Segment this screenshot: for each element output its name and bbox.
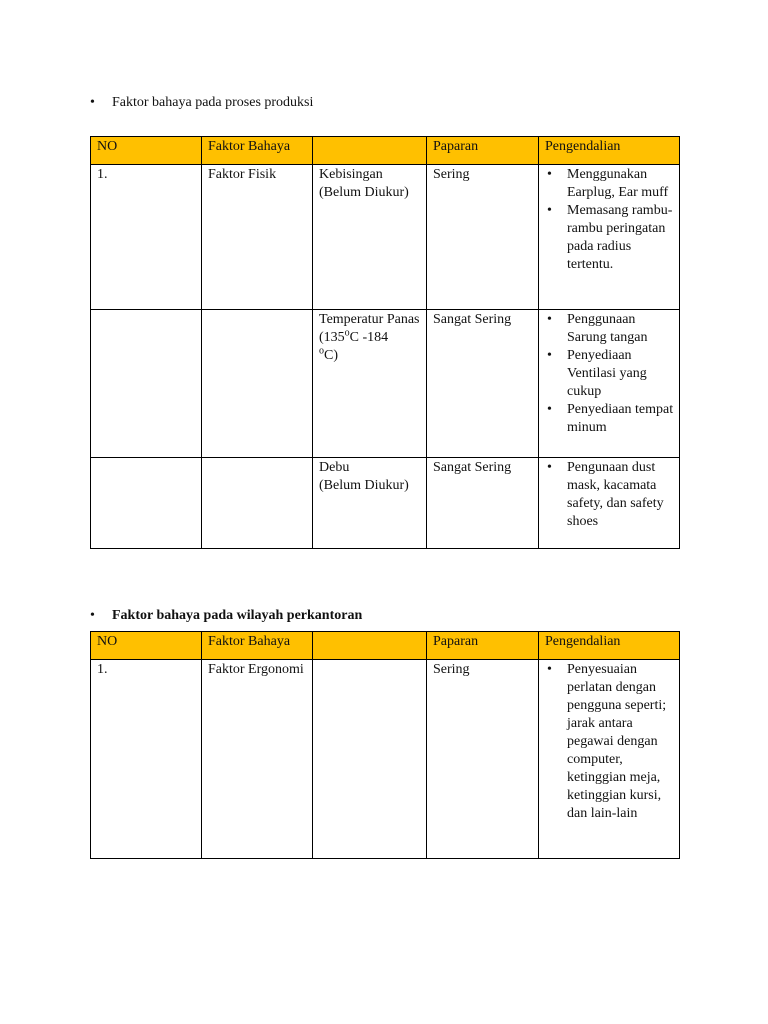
table-header-row — [91, 137, 680, 165]
control-list — [545, 166, 675, 274]
control-text: Pengunaan dust mask, kacamata safety, dan safety shoes — [567, 460, 664, 529]
column-header-faktor-bahaya: Faktor Bahaya — [202, 632, 313, 660]
control-text: Penyediaan tempat minum — [567, 402, 674, 435]
control-list — [545, 459, 675, 531]
table-header-row — [91, 632, 680, 660]
cell-detail — [313, 458, 427, 549]
detail-line: Debu — [319, 460, 350, 475]
list-item — [545, 166, 675, 202]
column-header-detail — [313, 137, 427, 165]
bullet-icon: • — [547, 167, 552, 182]
table-row — [91, 165, 680, 310]
detail-line: (Belum Diukur) — [319, 478, 409, 493]
temperature-range — [319, 329, 422, 365]
column-header-detail — [313, 632, 427, 660]
list-item — [545, 202, 675, 274]
cell-no — [91, 458, 202, 549]
degree-mark: o — [344, 327, 350, 339]
bullet-icon: • — [90, 95, 95, 110]
list-item — [545, 347, 675, 401]
list-item — [545, 661, 675, 823]
section-heading-produksi — [90, 94, 313, 112]
hazard-table-perkantoran — [90, 631, 680, 859]
cell-exposure: Sering — [427, 165, 539, 310]
bullet-icon: • — [547, 348, 552, 363]
bullet-icon: • — [90, 608, 95, 623]
cell-factor: Faktor Fisik — [202, 165, 313, 310]
cell-factor — [202, 458, 313, 549]
bullet-icon: • — [547, 203, 552, 218]
column-header-paparan: Paparan — [427, 632, 539, 660]
column-header-pengendalian: Pengendalian — [539, 137, 680, 165]
detail-line: Kebisingan — [319, 167, 383, 182]
hazard-table-produksi — [90, 136, 680, 549]
column-header-no: NO — [91, 137, 202, 165]
control-text: Memasang rambu-rambu peringatan pada radius tertentu. — [567, 203, 673, 272]
control-text: Penyesuaian perlatan dengan pengguna seperti; jarak antara pegawai dengan computer, ketinggian meja, ketinggian kursi, dan lain-lain — [567, 662, 667, 821]
cell-factor — [202, 310, 313, 458]
list-item — [545, 311, 675, 347]
list-item — [545, 401, 675, 437]
cell-detail — [313, 660, 427, 859]
temp-low: C -184 — [349, 330, 389, 345]
control-text: Menggunakan Earplug, Ear muff — [567, 167, 669, 200]
cell-detail — [313, 165, 427, 310]
table-row — [91, 310, 680, 458]
detail-line: (Belum Diukur) — [319, 185, 409, 200]
bullet-icon: • — [547, 460, 552, 475]
degree-mark: o — [319, 345, 324, 357]
bullet-icon: • — [547, 662, 552, 677]
heading-text: Faktor bahaya pada proses produksi — [112, 95, 314, 110]
cell-no — [91, 310, 202, 458]
cell-controls — [539, 165, 680, 310]
cell-factor: Faktor Ergonomi — [202, 660, 313, 859]
cell-no: 1. — [91, 660, 202, 859]
control-list — [545, 311, 675, 437]
cell-detail — [313, 310, 427, 458]
list-item — [545, 459, 675, 531]
table-row — [91, 660, 680, 859]
bullet-icon: • — [547, 402, 552, 417]
table-row — [91, 458, 680, 549]
temp-high: C) — [324, 348, 338, 363]
cell-no: 1. — [91, 165, 202, 310]
cell-controls — [539, 660, 680, 859]
cell-exposure: Sangat Sering — [427, 458, 539, 549]
control-list — [545, 661, 675, 823]
cell-controls — [539, 458, 680, 549]
cell-controls — [539, 310, 680, 458]
section-heading-perkantoran — [90, 607, 362, 625]
control-text: Penggunaan Sarung tangan — [567, 312, 648, 345]
cell-exposure: Sangat Sering — [427, 310, 539, 458]
temp-open: (135 — [319, 330, 345, 345]
heading-text: Faktor bahaya pada wilayah perkantoran — [112, 608, 363, 623]
column-header-faktor-bahaya: Faktor Bahaya — [202, 137, 313, 165]
detail-line: Temperatur Panas — [319, 312, 420, 327]
bullet-icon: • — [547, 312, 552, 327]
column-header-no: NO — [91, 632, 202, 660]
column-header-pengendalian: Pengendalian — [539, 632, 680, 660]
cell-exposure: Sering — [427, 660, 539, 859]
control-text: Penyediaan Ventilasi yang cukup — [567, 348, 647, 399]
column-header-paparan: Paparan — [427, 137, 539, 165]
